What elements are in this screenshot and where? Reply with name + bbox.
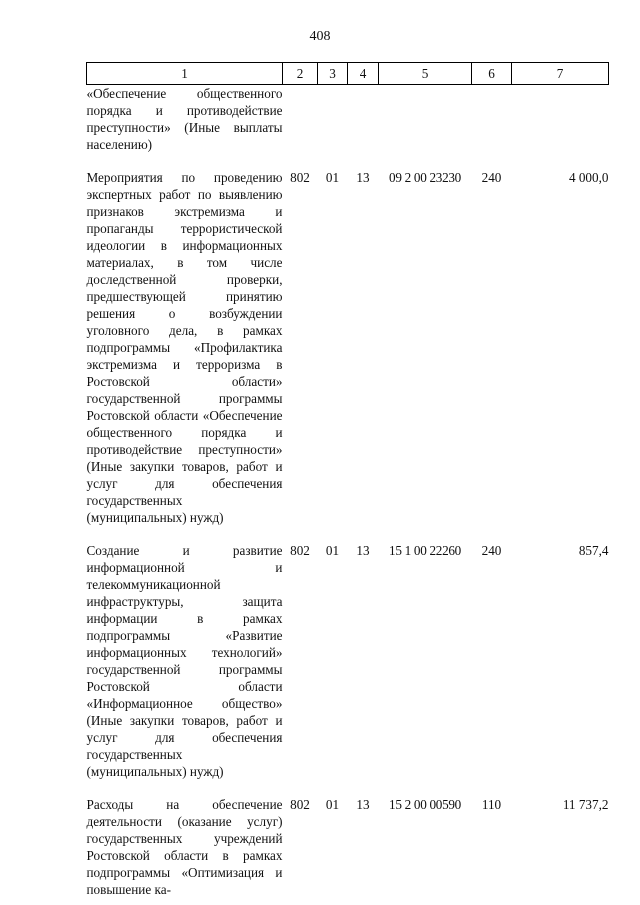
page-number: 408 — [309, 29, 331, 44]
budget-table — [86, 62, 609, 898]
row-subsection-code: 13 — [356, 170, 370, 185]
row-expense-type: 110 — [481, 797, 502, 812]
header-col-7: 7 — [512, 63, 609, 85]
row-description: Создание и развитие информационной и телекоммуникационной инфраструктуры, защита информации в рамках подпрограммы «Развитие информационных технологий» государственной программы Ростовской области «Информационное общество» (Иные закупки товаров, работ и услуг для обеспечения государственных (муниципальных) нужд) — [86, 543, 283, 779]
row-target-article: 15 1 00 22260 — [389, 543, 461, 558]
table-row — [87, 542, 609, 796]
row-amount: 11 737,2 — [562, 797, 609, 812]
row-section-code — [318, 85, 348, 170]
row-subsection-code — [348, 85, 379, 170]
row-description: «Обеспечение общественного порядка и противодействие преступности» (Иные выплаты населению) — [86, 86, 283, 152]
table-row — [87, 169, 609, 542]
row-subsection-code: 13 — [356, 797, 370, 812]
row-ministry-code: 802 — [290, 170, 310, 185]
header-col-2: 2 — [283, 63, 318, 85]
table-header-row — [87, 63, 609, 85]
row-target-article — [379, 85, 472, 170]
row-expense-type — [472, 85, 512, 170]
header-col-3: 3 — [318, 63, 348, 85]
row-amount — [512, 85, 609, 170]
row-amount: 857,4 — [578, 543, 609, 558]
header-col-4: 4 — [348, 63, 379, 85]
row-ministry-code: 802 — [290, 797, 310, 812]
row-expense-type: 240 — [481, 170, 502, 185]
row-expense-type: 240 — [481, 543, 502, 558]
row-description: Расходы на обеспечение деятельности (оказание услуг) государственных учреждений Ростовской области в рамках подпрограммы «Оптимизация и повышение ка- — [86, 797, 283, 897]
row-section-code: 01 — [325, 170, 340, 185]
row-subsection-code: 13 — [356, 543, 370, 558]
header-col-6: 6 — [472, 63, 512, 85]
row-amount: 4 000,0 — [568, 170, 609, 185]
row-target-article: 15 2 00 00590 — [389, 797, 461, 812]
table-row — [87, 796, 609, 898]
row-section-code: 01 — [325, 797, 340, 812]
row-description: Мероприятия по проведению экспертных работ по выявлению признаков экстремизма и пропаганды террористической идеологии в информационных материалах, в том числе доследственной проверки, предшествующей принятию решения о возбуждении уголовного дела, в рамках подпрограммы «Профилактика экстремизма и терроризма в Ростовской области» государственной программы Ростовской области «Обеспечение общественного порядка и противодействие преступности» (Иные закупки товаров, работ и услуг для обеспечения государственных (муниципальных) нужд) — [86, 170, 283, 525]
row-ministry-code — [283, 85, 318, 170]
header-col-5: 5 — [379, 63, 472, 85]
row-target-article: 09 2 00 23230 — [389, 170, 461, 185]
row-ministry-code: 802 — [290, 543, 310, 558]
row-section-code: 01 — [325, 543, 340, 558]
header-col-1: 1 — [87, 63, 283, 85]
table-row — [87, 85, 609, 170]
